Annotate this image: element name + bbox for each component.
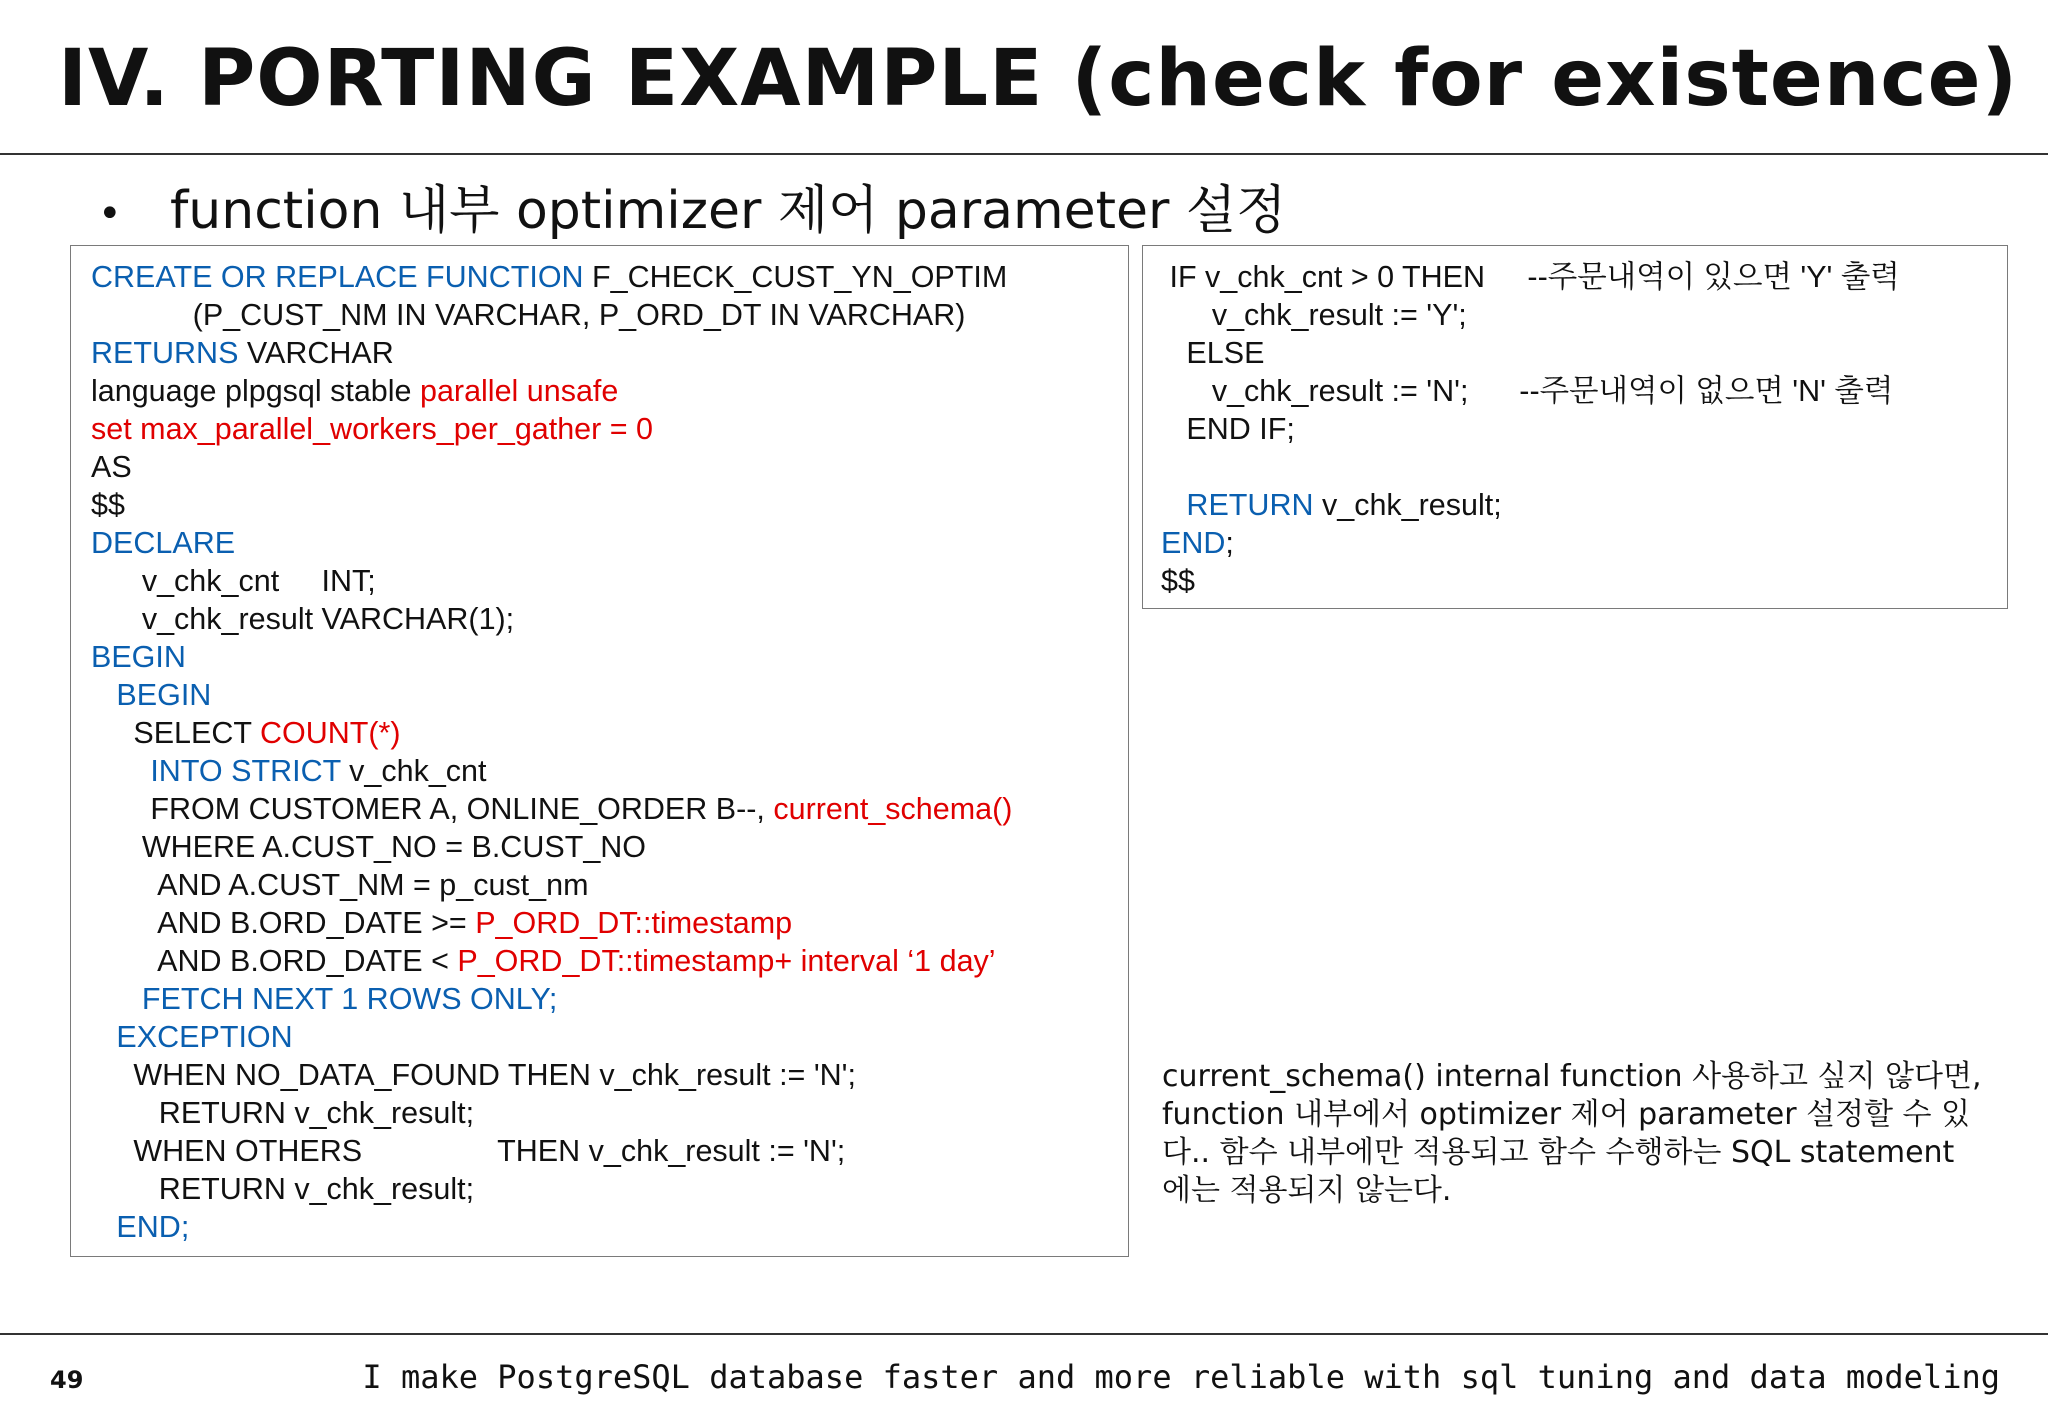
code-highlight: P_ORD_DT::timestamp+ interval ‘1 day’	[457, 944, 996, 978]
bullet-item	[98, 168, 1286, 243]
code-line	[91, 1208, 1012, 1246]
code-text: v_chk_result;	[1313, 488, 1502, 522]
code-line	[91, 448, 1012, 486]
code-text: RETURN v_chk_result;	[91, 1096, 475, 1130]
code-line	[1161, 296, 1900, 334]
code-keyword: CREATE OR REPLACE FUNCTION	[91, 260, 584, 294]
code-keyword: DECLARE	[91, 526, 236, 560]
code-line	[91, 486, 1012, 524]
code-text: v_chk_cnt INT;	[91, 564, 376, 598]
code-keyword: END	[1161, 526, 1226, 560]
code-text: v_chk_result VARCHAR(1);	[91, 602, 515, 636]
code-line	[91, 1094, 1012, 1132]
code-keyword: END;	[116, 1210, 190, 1244]
code-line	[91, 714, 1012, 752]
code-line	[1161, 410, 1900, 448]
code-text: AND B.ORD_DATE <	[91, 944, 458, 978]
code-text: $$	[91, 488, 125, 522]
code-text	[91, 678, 116, 712]
code-line	[91, 372, 1012, 410]
code-line	[1161, 448, 1900, 486]
code-highlight: parallel unsafe	[419, 374, 619, 408]
code-text	[91, 982, 142, 1016]
code-line	[1161, 562, 1900, 600]
code-keyword: INTO STRICT	[150, 754, 341, 788]
code-line	[91, 904, 1012, 942]
code-line	[91, 524, 1012, 562]
code-text	[91, 1020, 116, 1054]
code-text: WHEN NO_DATA_FOUND THEN v_chk_result := 'N';	[91, 1058, 856, 1092]
code-text: AND B.ORD_DATE >=	[91, 906, 476, 940]
code-line	[1161, 524, 1900, 562]
code-line	[91, 410, 1012, 448]
code-text	[1161, 488, 1186, 522]
code-text: F_CHECK_CUST_YN_OPTIM	[583, 260, 1008, 294]
code-line	[91, 980, 1012, 1018]
code-text: VARCHAR	[238, 336, 394, 370]
code-keyword: EXCEPTION	[116, 1020, 293, 1054]
code-line	[91, 638, 1012, 676]
function-code-continuation-listing	[1161, 258, 1900, 600]
code-highlight: set max_parallel_workers_per_gather = 0	[91, 412, 654, 446]
code-keyword: RETURN	[1186, 488, 1314, 522]
function-code-box	[70, 245, 1129, 1257]
code-highlight: COUNT(*)	[259, 716, 401, 750]
code-line	[91, 600, 1012, 638]
code-line	[91, 790, 1012, 828]
code-keyword: BEGIN	[91, 640, 186, 674]
code-line	[1161, 334, 1900, 372]
code-line	[91, 258, 1012, 296]
footer-tagline: I make PostgreSQL database faster and more reliable with sql tuning and data modeling	[362, 1358, 2000, 1396]
code-line	[91, 828, 1012, 866]
code-line	[1161, 258, 1900, 296]
bullet-text: function 내부 optimizer 제어 parameter 설정	[170, 181, 1287, 241]
code-keyword: RETURNS	[91, 336, 239, 370]
code-line	[91, 1056, 1012, 1094]
explanation-note: current_schema() internal function 사용하고 싶지 않다면, function 내부에서 optimizer 제어 parameter 설정할 수 있다.. 함수 내부에만 적용되고 함수 수행하는 SQL statement 에는 적용되지 않는다.	[1162, 1059, 1982, 1208]
code-text: language plpgsql stable	[91, 374, 420, 408]
code-highlight: P_ORD_DT::timestamp	[475, 906, 793, 940]
code-line	[91, 752, 1012, 790]
code-line	[91, 1018, 1012, 1056]
code-text: AS	[91, 450, 132, 484]
code-line	[91, 296, 1012, 334]
page-number: 49	[50, 1366, 84, 1394]
code-text: AND A.CUST_NM = p_cust_nm	[91, 868, 589, 902]
code-text: SELECT	[91, 716, 260, 750]
code-line	[91, 942, 1012, 980]
code-line	[91, 1132, 1012, 1170]
footer-divider	[0, 1333, 2048, 1335]
code-text: ELSE	[1161, 336, 1265, 370]
code-text: $$	[1161, 564, 1195, 598]
code-keyword: FETCH NEXT 1 ROWS ONLY;	[141, 982, 558, 1016]
code-text: ;	[1225, 526, 1234, 560]
slide-title: IV. PORTING EXAMPLE (check for existence)	[58, 34, 2019, 124]
code-text: v_chk_result := 'Y';	[1161, 298, 1467, 332]
code-text: FROM CUSTOMER A, ONLINE_ORDER B--,	[91, 792, 774, 826]
code-line	[1161, 486, 1900, 524]
code-line	[1161, 372, 1900, 410]
code-highlight: current_schema()	[773, 792, 1013, 826]
function-code-listing	[91, 258, 1012, 1246]
code-text: (P_CUST_NM IN VARCHAR, P_ORD_DT IN VARCHAR)	[91, 298, 966, 332]
code-text: RETURN v_chk_result;	[91, 1172, 475, 1206]
code-line	[91, 866, 1012, 904]
code-text: v_chk_result := 'N'; --주문내역이 없으면 'N' 출력	[1161, 374, 1894, 408]
title-divider	[0, 153, 2048, 155]
code-line	[91, 1170, 1012, 1208]
code-line	[91, 676, 1012, 714]
code-keyword: BEGIN	[116, 678, 212, 712]
code-text	[91, 754, 150, 788]
code-line	[91, 334, 1012, 372]
code-text: END IF;	[1161, 412, 1295, 446]
code-text: IF v_chk_cnt > 0 THEN --주문내역이 있으면 'Y' 출력	[1161, 260, 1900, 294]
code-text: v_chk_cnt	[340, 754, 487, 788]
bullet-dot-icon: •	[98, 191, 122, 237]
code-text: WHEN OTHERS THEN v_chk_result := 'N';	[91, 1134, 846, 1168]
code-text: WHERE A.CUST_NO = B.CUST_NO	[91, 830, 647, 864]
function-code-continuation-box	[1142, 245, 2008, 609]
code-text	[91, 1210, 116, 1244]
code-line	[91, 562, 1012, 600]
